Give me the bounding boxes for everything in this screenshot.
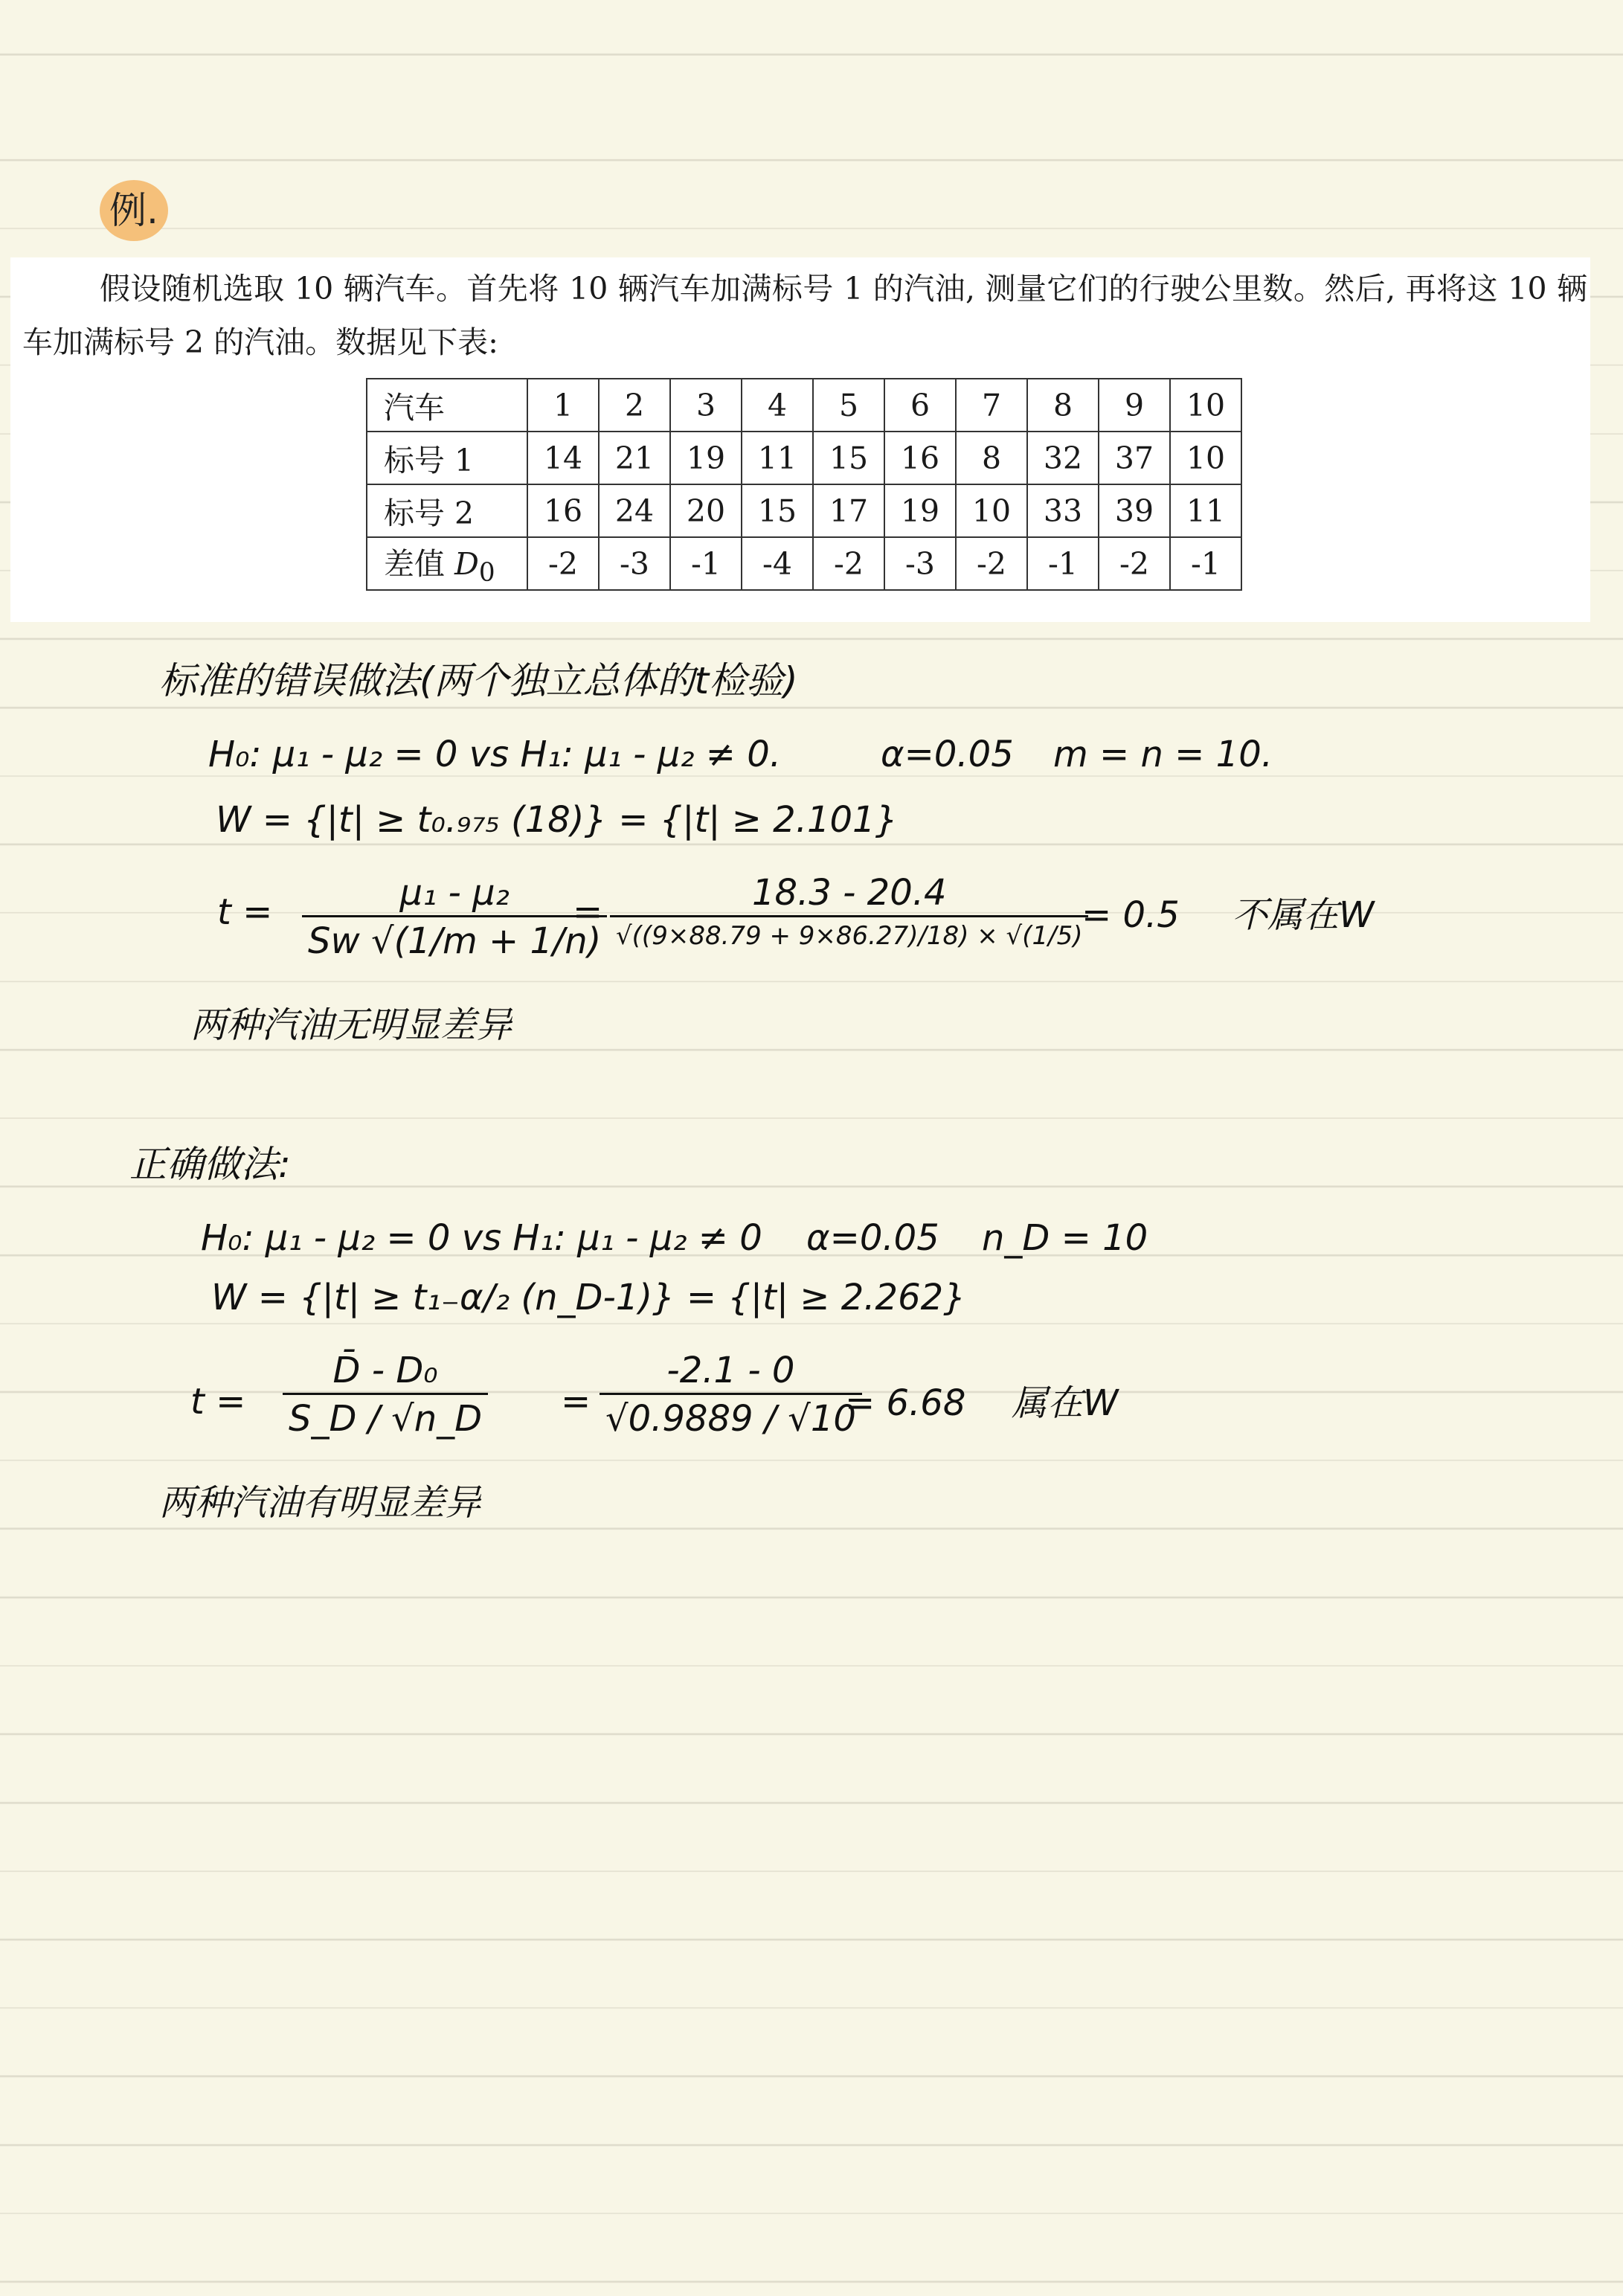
table-cell: 2 [599, 379, 670, 432]
wrong-rejection-region: W = {|t| ≥ t₀.₉₇₅ (18)} = {|t| ≥ 2.101} [216, 799, 899, 841]
example-badge: 例. [100, 180, 168, 241]
right-method-heading: 正确做法: [129, 1143, 291, 1186]
table-cell: 15 [742, 484, 813, 537]
wrong-value-numerator: 18.3 - 20.4 [751, 872, 947, 914]
wrong-formula-fraction [302, 872, 607, 962]
table-cell: -4 [742, 537, 813, 590]
table-cell: 20 [670, 484, 742, 537]
wrong-value-denominator: √((9×88.79 + 9×86.27)/18) × √(1/5) [610, 915, 1088, 949]
table-cell: -1 [1170, 537, 1241, 590]
table-cell: 19 [884, 484, 956, 537]
table-cell: 11 [742, 432, 813, 484]
table-row [367, 379, 1241, 432]
right-sample-size: n_D = 10 [982, 1217, 1148, 1259]
right-formula-fraction [283, 1350, 488, 1440]
problem-text: 假设随机选取 10 辆汽车。首先将 10 辆汽车加满标号 1 的汽油, 测量它们的行驶公里数。然后, 再将这 10 辆车加满标号 2 的汽油。数据见下表: [22, 271, 1587, 360]
wrong-formula-numerator: μ₁ - μ₂ [399, 872, 510, 914]
table-row-label [367, 537, 527, 590]
table-cell: 9 [1099, 379, 1170, 432]
table-cell: 8 [956, 432, 1027, 484]
table-cell: 5 [813, 379, 884, 432]
data-table [366, 378, 1242, 591]
right-alpha: α=0.05 [806, 1217, 939, 1259]
right-rejection-region: W = {|t| ≥ t₁₋α/₂ (n_D-1)} = {|t| ≥ 2.262} [211, 1277, 966, 1318]
right-t-label: t = [190, 1381, 246, 1423]
table-cell: -3 [884, 537, 956, 590]
table-cell: 21 [599, 432, 670, 484]
table-cell: -2 [1099, 537, 1170, 590]
table-cell: 11 [1170, 484, 1241, 537]
wrong-alpha: α=0.05 [881, 734, 1014, 775]
table-cell: -1 [670, 537, 742, 590]
table-row-label: 标号 1 [367, 432, 527, 484]
table-cell: -2 [813, 537, 884, 590]
problem-panel [10, 257, 1590, 622]
table-cell: 15 [813, 432, 884, 484]
table-cell: 33 [1027, 484, 1099, 537]
wrong-verdict: 不属在W [1232, 894, 1375, 936]
table-cell: 19 [670, 432, 742, 484]
table-cell: 37 [1099, 432, 1170, 484]
wrong-hypotheses: H₀: μ₁ - μ₂ = 0 vs H₁: μ₁ - μ₂ ≠ 0. [208, 734, 782, 775]
table-cell: -3 [599, 537, 670, 590]
table-cell: 10 [1170, 379, 1241, 432]
right-result: = 6.68 [845, 1382, 966, 1424]
wrong-sample-sizes: m = n = 10. [1053, 734, 1273, 775]
table-cell: 10 [1170, 432, 1241, 484]
diff-variable: D [454, 545, 479, 582]
table-cell: 17 [813, 484, 884, 537]
wrong-result: = 0.5 [1082, 894, 1180, 936]
wrong-formula-denominator: Sw √(1/m + 1/n) [302, 915, 607, 959]
table-cell: 14 [527, 432, 599, 484]
right-conclusion: 两种汽油有明显差异 [159, 1482, 481, 1524]
table-cell: 6 [884, 379, 956, 432]
right-value-fraction [600, 1350, 862, 1440]
wrong-equals: = [573, 891, 603, 933]
right-verdict: 属在W [1012, 1382, 1119, 1424]
table-row [367, 484, 1241, 537]
table-cell: 8 [1027, 379, 1099, 432]
right-value-numerator: -2.1 - 0 [666, 1350, 795, 1391]
wrong-method-heading: 标准的错误做法(两个独立总体的t检验) [159, 659, 798, 702]
wrong-t-label: t = [217, 891, 273, 933]
table-row [367, 432, 1241, 484]
right-formula-numerator: D̄ - D₀ [332, 1350, 438, 1391]
table-cell: 16 [527, 484, 599, 537]
table-cell: -2 [527, 537, 599, 590]
right-hypotheses: H₀: μ₁ - μ₂ = 0 vs H₁: μ₁ - μ₂ ≠ 0 [201, 1217, 762, 1259]
diff-label: 差值 [384, 545, 455, 582]
table-row-label: 标号 2 [367, 484, 527, 537]
table-cell: 24 [599, 484, 670, 537]
table-cell: 16 [884, 432, 956, 484]
table-cell: 3 [670, 379, 742, 432]
table-cell: 1 [527, 379, 599, 432]
wrong-conclusion: 两种汽油无明显差异 [190, 1004, 512, 1046]
wrong-value-fraction [610, 872, 1088, 951]
table-cell: 10 [956, 484, 1027, 537]
table-cell: 4 [742, 379, 813, 432]
table-cell: -2 [956, 537, 1027, 590]
right-equals: = [561, 1381, 591, 1423]
right-formula-denominator: S_D / √n_D [283, 1393, 488, 1437]
right-value-denominator: √0.9889 / √10 [600, 1393, 862, 1437]
table-cell: 7 [956, 379, 1027, 432]
table-header-cell: 汽车 [367, 379, 527, 432]
diff-subscript: 0 [478, 558, 495, 589]
table-cell: -1 [1027, 537, 1099, 590]
table-row [367, 537, 1241, 590]
table-cell: 32 [1027, 432, 1099, 484]
table-cell: 39 [1099, 484, 1170, 537]
